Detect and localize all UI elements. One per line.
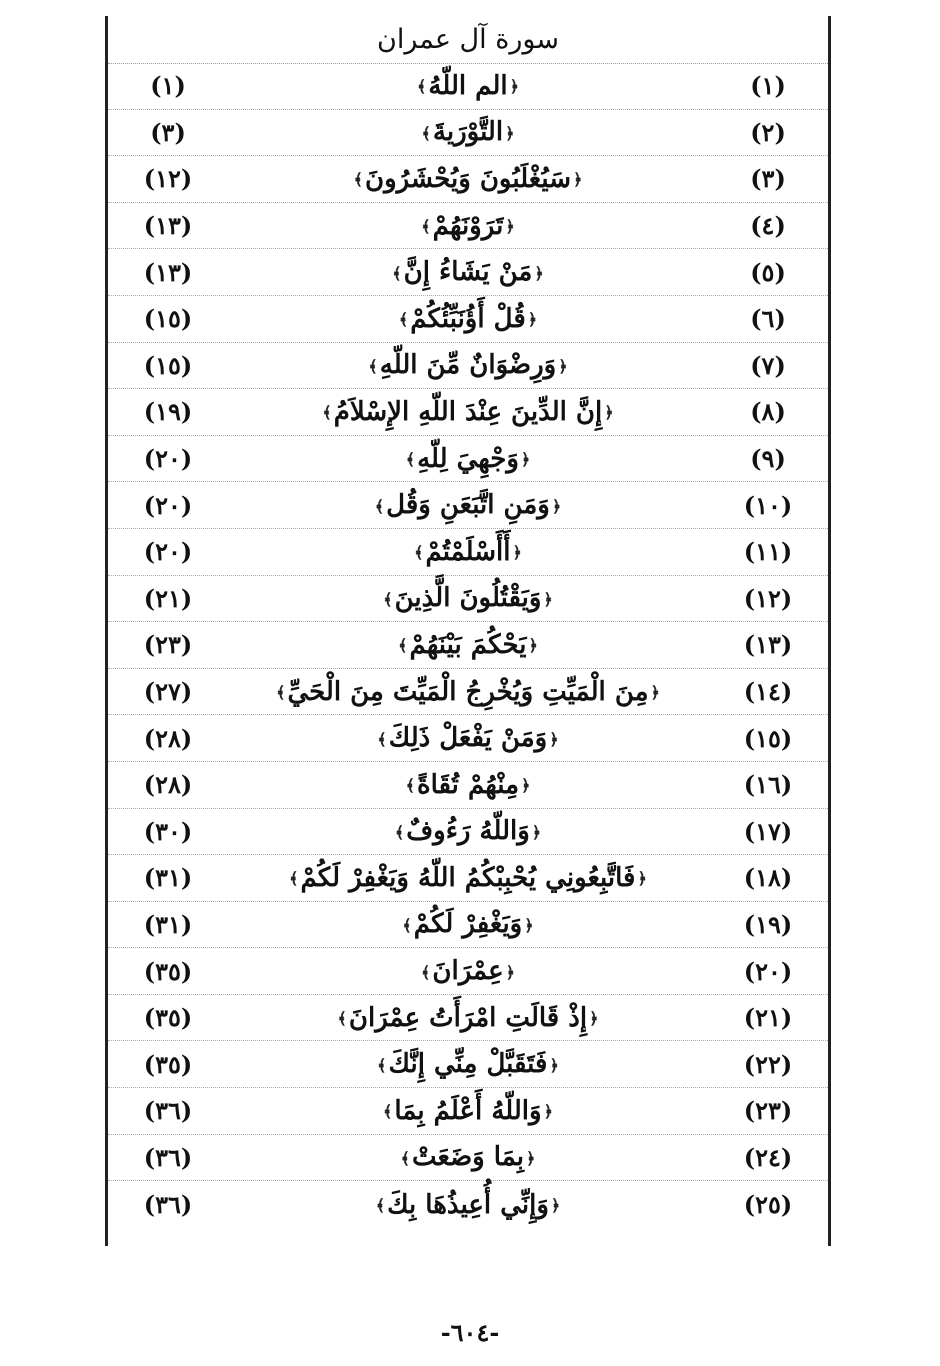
sequence-number: (٢٣) <box>743 1096 793 1126</box>
sequence-number: (٢٠) <box>743 956 793 986</box>
ornate-bracket-close-icon: ﴾ <box>377 729 387 749</box>
ornate-bracket-open-icon: ﴿ <box>558 356 568 376</box>
ornate-bracket-close-icon: ﴾ <box>289 869 299 889</box>
sequence-number: (٧) <box>750 350 786 380</box>
ornate-bracket-close-icon: ﴾ <box>383 1102 393 1122</box>
sequence-number: (١٩) <box>743 909 793 939</box>
table-row <box>108 436 828 483</box>
ornate-bracket-close-icon: ﴾ <box>375 1196 386 1216</box>
table-row <box>108 762 828 809</box>
sequence-number: (٦) <box>750 304 786 334</box>
quran-phrase <box>228 1049 708 1079</box>
quran-phrase <box>228 257 708 287</box>
sequence-number: (١٦) <box>743 770 793 800</box>
sequence-number: (١٧) <box>743 816 793 846</box>
ornate-bracket-open-icon: ﴿ <box>550 1196 561 1216</box>
sequence-number: (٢٢) <box>743 1049 793 1079</box>
sequence-number: (٤) <box>750 211 786 241</box>
phrase-text: عِمْرَانَ <box>432 956 504 987</box>
table-row <box>108 1135 828 1182</box>
quran-phrase <box>228 304 708 334</box>
ornate-bracket-open-icon: ﴿ <box>604 403 614 423</box>
quran-phrase <box>228 956 708 986</box>
sequence-number: (١١) <box>743 537 793 567</box>
ornate-bracket-open-icon: ﴿ <box>531 822 542 842</box>
phrase-text: مِنْهُمْ تُقَاةً <box>416 769 520 800</box>
phrase-text: وَرِضْوَانٌ مِّنَ اللّهِ <box>379 350 557 381</box>
table-row <box>108 669 828 716</box>
phrase-text: وَمَنِ اتَّبَعَنِ وَقُل <box>386 490 550 521</box>
quran-phrase <box>228 770 708 800</box>
sequence-number: (٢٥) <box>743 1190 793 1220</box>
quran-phrase <box>228 1096 708 1126</box>
quran-phrase <box>228 211 708 241</box>
verse-number: (٣٦) <box>143 1096 193 1126</box>
phrase-text: التَّوْرَيةَ <box>432 117 504 148</box>
ornate-bracket-close-icon: ﴾ <box>405 450 416 470</box>
phrase-text: وَيَغْفِرْ لَكُمْ <box>413 909 523 940</box>
verse-number: (٣٥) <box>143 1049 193 1079</box>
ornate-bracket-open-icon: ﴿ <box>589 1009 599 1029</box>
verse-number: (١٥) <box>143 304 193 334</box>
quran-phrase <box>228 164 708 194</box>
phrase-text: إِنَّ الدِّينَ عِنْدَ اللّهِ الإِسْلاَمُ <box>333 396 603 427</box>
phrase-text: أَأَسْلَمْتُمْ <box>425 536 511 567</box>
phrase-text: وَاللّهُ أَعْلَمُ بِمَا <box>394 1095 542 1126</box>
ornate-bracket-open-icon: ﴿ <box>521 776 531 796</box>
verse-number: (١٣) <box>143 257 193 287</box>
quran-phrase <box>228 1003 708 1033</box>
ornate-bracket-close-icon: ﴾ <box>392 263 402 283</box>
ornate-bracket-open-icon: ﴿ <box>527 310 538 330</box>
ornate-bracket-open-icon: ﴿ <box>543 1102 553 1122</box>
ornate-bracket-close-icon: ﴾ <box>421 217 431 237</box>
ornate-bracket-close-icon: ﴾ <box>398 310 409 330</box>
verse-number: (٢٨) <box>143 723 193 753</box>
quran-phrase <box>228 909 708 939</box>
phrase-table <box>108 63 828 1246</box>
phrase-text: سَيُغْلَبُونَ وَيُحْشَرُونَ <box>365 163 571 194</box>
table-row <box>108 1181 828 1228</box>
table-row <box>108 1088 828 1135</box>
quran-phrase <box>228 583 708 613</box>
ornate-bracket-open-icon: ﴿ <box>509 77 519 97</box>
table-row <box>108 343 828 390</box>
sequence-number: (١٠) <box>743 490 793 520</box>
phrase-text: بِمَا وَضَعَتْ <box>412 1142 524 1173</box>
verse-number: (٢٨) <box>143 770 193 800</box>
table-row <box>108 995 828 1042</box>
sequence-number: (٩) <box>750 444 786 474</box>
ornate-bracket-close-icon: ﴾ <box>421 123 431 143</box>
quran-phrase <box>228 1190 708 1220</box>
verse-number: (١) <box>150 71 186 101</box>
verse-number: (١٥) <box>143 350 193 380</box>
ornate-bracket-open-icon: ﴿ <box>650 683 660 703</box>
ornate-bracket-open-icon: ﴿ <box>520 450 531 470</box>
ornate-bracket-close-icon: ﴾ <box>414 543 424 563</box>
quran-phrase <box>228 71 708 101</box>
sequence-number: (١٤) <box>743 677 793 707</box>
quran-phrase <box>228 537 708 567</box>
quran-phrase <box>228 490 708 520</box>
quran-phrase <box>228 816 708 846</box>
phrase-text: وَيَقْتُلُونَ الَّذِينَ <box>394 583 542 614</box>
quran-phrase <box>228 117 708 147</box>
ornate-bracket-open-icon: ﴿ <box>525 1148 536 1168</box>
table-row <box>108 203 828 250</box>
table-frame <box>105 16 831 1246</box>
phrase-text: فَاتَّبِعُونِي يُحْبِبْكُمُ اللّهُ وَيَغْفِرْ لَكُمْ <box>300 862 636 893</box>
ornate-bracket-close-icon: ﴾ <box>374 496 385 516</box>
quran-phrase <box>228 350 708 380</box>
ornate-bracket-close-icon: ﴾ <box>377 1055 387 1075</box>
verse-number: (٢٠) <box>143 537 193 567</box>
quran-phrase <box>228 723 708 753</box>
ornate-bracket-open-icon: ﴿ <box>505 217 515 237</box>
verse-number: (٣٥) <box>143 1003 193 1033</box>
quran-phrase <box>228 863 708 893</box>
sequence-number: (٢١) <box>743 1003 793 1033</box>
verse-number: (٣٦) <box>143 1142 193 1172</box>
sequence-number: (٨) <box>750 397 786 427</box>
ornate-bracket-open-icon: ﴿ <box>543 589 553 609</box>
verse-number: (٣٥) <box>143 956 193 986</box>
phrase-text: وَاللّهُ رَءُوفٌ <box>406 816 530 847</box>
verse-number: (٢٣) <box>143 630 193 660</box>
table-row <box>108 156 828 203</box>
ornate-bracket-close-icon: ﴾ <box>383 589 393 609</box>
quran-phrase <box>228 444 708 474</box>
ornate-bracket-close-icon: ﴾ <box>337 1009 347 1029</box>
ornate-bracket-open-icon: ﴿ <box>549 1055 559 1075</box>
ornate-bracket-close-icon: ﴾ <box>405 776 415 796</box>
table-row <box>108 622 828 669</box>
table-row <box>108 110 828 157</box>
table-row <box>108 296 828 343</box>
table-row <box>108 576 828 623</box>
quran-phrase <box>228 1142 708 1172</box>
table-row <box>108 529 828 576</box>
sequence-number: (٣) <box>750 164 786 194</box>
ornate-bracket-open-icon: ﴿ <box>524 915 534 935</box>
table-row <box>108 249 828 296</box>
verse-number: (٣١) <box>143 909 193 939</box>
ornate-bracket-open-icon: ﴿ <box>572 170 583 190</box>
sequence-number: (١) <box>750 71 786 101</box>
phrase-text: وَجْهِيَ لِلّهِ <box>417 443 519 474</box>
ornate-bracket-close-icon: ﴾ <box>322 403 332 423</box>
phrase-text: الم اللّهُ <box>428 70 508 101</box>
verse-number: (١٣) <box>143 211 193 241</box>
quran-phrase <box>228 630 708 660</box>
ornate-bracket-close-icon: ﴾ <box>402 915 412 935</box>
phrase-text: مِنَ الْمَيِّتِ وَيُخْرِجُ الْمَيِّتَ مِنَ الْحَيِّ <box>287 676 649 707</box>
verse-number: (٣٠) <box>143 816 193 846</box>
table-row <box>108 1041 828 1088</box>
ornate-bracket-open-icon: ﴿ <box>637 869 647 889</box>
sequence-number: (٢٤) <box>743 1142 793 1172</box>
table-row <box>108 855 828 902</box>
ornate-bracket-open-icon: ﴿ <box>512 543 522 563</box>
verse-number: (٣٦) <box>143 1190 193 1220</box>
phrase-text: إِذْ قَالَتِ امْرَأَتُ عِمْرَانَ <box>348 1002 588 1033</box>
ornate-bracket-close-icon: ﴾ <box>398 636 408 656</box>
table-row <box>108 63 828 110</box>
ornate-bracket-open-icon: ﴿ <box>534 263 544 283</box>
phrase-text: وَإِنِّي أُعِيذُهَا بِكَ <box>387 1189 549 1220</box>
ornate-bracket-open-icon: ﴿ <box>505 123 515 143</box>
ornate-bracket-close-icon: ﴾ <box>394 822 405 842</box>
ornate-bracket-close-icon: ﴾ <box>353 170 364 190</box>
sequence-number: (١٥) <box>743 723 793 753</box>
phrase-text: قُلْ أَؤُنَبِّئُكُمْ <box>410 303 526 334</box>
table-row <box>108 902 828 949</box>
verse-number: (٣١) <box>143 863 193 893</box>
verse-number: (٢٠) <box>143 444 193 474</box>
surah-title: سورة آل عمران <box>108 16 828 64</box>
table-row <box>108 389 828 436</box>
ornate-bracket-open-icon: ﴿ <box>551 496 562 516</box>
table-row <box>108 715 828 762</box>
table-row <box>108 809 828 856</box>
verse-number: (٢٧) <box>143 677 193 707</box>
ornate-bracket-open-icon: ﴿ <box>528 636 538 656</box>
ornate-bracket-close-icon: ﴾ <box>276 683 286 703</box>
ornate-bracket-close-icon: ﴾ <box>400 1148 411 1168</box>
sequence-number: (١٢) <box>743 583 793 613</box>
page-number: -٦٠٤- <box>440 1318 500 1347</box>
phrase-text: تَرَوْنَهُمْ <box>432 210 504 241</box>
verse-number: (١٢) <box>143 164 193 194</box>
quran-phrase <box>228 397 708 427</box>
verse-number: (٢٠) <box>143 490 193 520</box>
phrase-text: وَمَنْ يَفْعَلْ ذَلِكَ <box>388 723 548 754</box>
verse-number: (٣) <box>150 117 186 147</box>
ornate-bracket-open-icon: ﴿ <box>505 962 515 982</box>
ornate-bracket-close-icon: ﴾ <box>421 962 431 982</box>
sequence-number: (٥) <box>750 257 786 287</box>
phrase-text: فَتَقَبَّلْ مِنِّي إِنَّكَ <box>388 1049 548 1080</box>
verse-number: (١٩) <box>143 397 193 427</box>
verse-number: (٢١) <box>143 583 193 613</box>
table-row <box>108 948 828 995</box>
phrase-text: يَحْكُمَ بَيْنَهُمْ <box>409 629 527 660</box>
ornate-bracket-close-icon: ﴾ <box>417 77 427 97</box>
table-row <box>108 482 828 529</box>
sequence-number: (١٣) <box>743 630 793 660</box>
phrase-text: مَنْ يَشَاءُ إِنَّ <box>403 257 533 288</box>
quran-phrase <box>228 677 708 707</box>
sequence-number: (١٨) <box>743 863 793 893</box>
ornate-bracket-open-icon: ﴿ <box>549 729 559 749</box>
sequence-number: (٢) <box>750 117 786 147</box>
ornate-bracket-close-icon: ﴾ <box>368 356 378 376</box>
